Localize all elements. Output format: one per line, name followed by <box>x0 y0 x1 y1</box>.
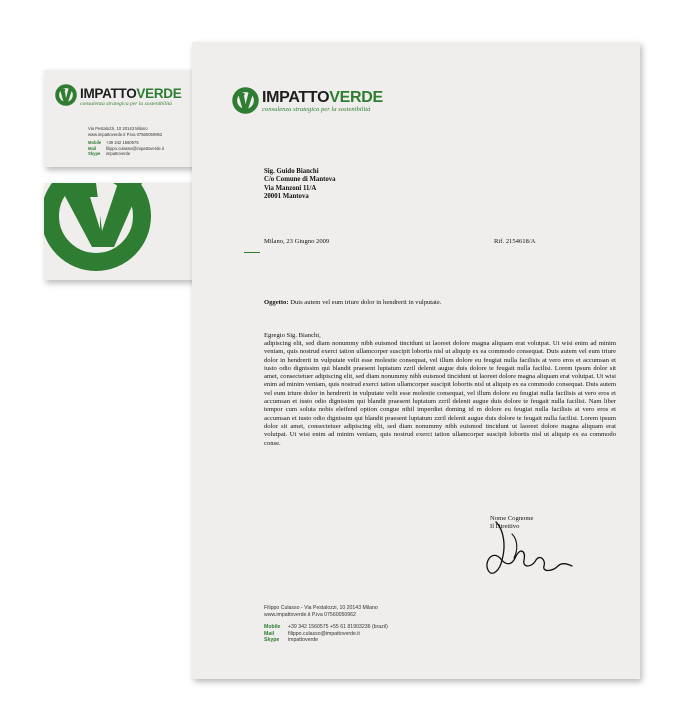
subject-label: Oggetto: <box>264 299 289 306</box>
card-skype-value: impattoverde <box>106 151 131 157</box>
footer-mail-label: Mail <box>264 630 275 637</box>
letter-greeting: Egregio Sig. Bianchi, <box>264 332 321 339</box>
brand-word-verde: VERDE <box>136 86 182 101</box>
letter-brand-tagline: consulenza strategica per la sostenibilità <box>262 106 371 113</box>
letterhead-page <box>192 42 640 679</box>
letter-brand-word-verde: VERDE <box>329 89 383 106</box>
letter-date: Milano, 23 Giugno 2009 <box>264 238 330 245</box>
recipient-line: C/o Comune di Mantova <box>264 176 336 184</box>
footer-web: www.impattoverde.it P.iva 07560050962 <box>264 611 356 618</box>
fold-mark <box>244 252 260 253</box>
letter-logo-v-icon <box>232 87 259 114</box>
letter-reference: Rif. 2154618/A <box>494 238 536 245</box>
footer-contact-block <box>264 605 388 644</box>
brand-tagline: consulenza strategica per la sostenibilità <box>80 100 172 107</box>
recipient-line: Via Manzoni 11/A <box>264 184 317 192</box>
footer-address: Filippo Culasso - Via Pestalozzi, 10 20143 Milano <box>264 605 378 611</box>
letter-subject <box>264 299 441 307</box>
footer-skype-label: Skype <box>264 637 280 644</box>
large-logo-v-icon <box>44 183 209 280</box>
letter-body: adipiscing elit, sed diam nonummy nibh euismod tincidunt ut laoreet dolore magna aliquam erat volutpat. Ut wisi enim ad minim veniam, quis nostrud exerci tation ullamcorper suscipit lobortis nisl ut aliquip ex ea commodo consequat. Duis autem vel eum iriure dolor in hendrerit in vulputate velit esse molestie consequat, vel illum dolore eu feugiat nulla facilisis at vero eros et accumsan et iusto odio dignissim qui blandit praesent luptatum zzril delenit augue duis dolore te feugait nulla facilisi. Lorem ipsum dolor sit amet, consectetuer adipiscing elit, sed diam nonummy nibh euismod tincidunt ut laoreet dolore magna aliquam erat volutpat. Ut wisi enim ad minim veniam, quis nostrud exerci tation ullamcorper suscipit lobortis nisl ut aliquip ex ea commodo consequat. Duis autem vel eum iriure dolor in hendrerit in vulputate velit esse molestie consequat, vel illum dolore eu feugiat nulla facilisis at vero eros et accumsan et iusto odio dignissim qui blandit praesent luptatum zzril delenit augue duis dolore te feugait nulla facilisi. Nam liber tempor cum soluta nobis eleifend option congue nihil imperdiet doming id m dolore eu feugiat nulla facilisis at vero eros et accumsan et iusto odio dignissim qui blandit praesent luptatum zzril delenit augue duis dolore te feugait nulla facilisi. Lorem ipsum dolor sit amet, consectetuer adipiscing elit, sed diam nonummy nibh euismod tincidunt ut laoreet dolore magna aliquam erat volutpat. Ut wisi enim ad minim veniam, quis nostrud exerci tation ullamcorper suscipit lobortis nisl ut aliquip ex ea commodo conse. <box>264 340 616 447</box>
business-card-back <box>44 183 209 280</box>
brand-logo <box>55 84 181 107</box>
card-contact-block <box>88 126 164 157</box>
recipient-line: 20001 Mantova <box>264 193 309 201</box>
subject-text: Duis autem vel eum iriure dolor in hendrerit in vulputate. <box>290 299 442 306</box>
business-card-front <box>44 70 209 167</box>
footer-mail-value: filippo.culasso@impattoverde.it <box>288 630 360 637</box>
signer-role: Il Direttivo <box>490 523 520 531</box>
card-mobile-label: Mobile <box>88 140 102 146</box>
footer-mobile-value: +39 342 1560575 +55 61 81903236 (brazil) <box>288 623 388 630</box>
card-address: Via Pestalozzi, 10 20143 Milano <box>88 126 148 131</box>
recipient-line: Sig. Guido Bianchi <box>264 168 319 175</box>
card-web: www.impattoverde.it P.iva 07560050962 <box>88 131 163 137</box>
recipient-address <box>264 168 336 202</box>
card-mobile-value: +39 342 1560575 <box>106 140 139 146</box>
logo-v-icon <box>55 84 77 106</box>
card-skype-label: Skype <box>88 151 101 157</box>
footer-mobile-label: Mobile <box>264 623 281 630</box>
handwritten-signature <box>482 520 574 582</box>
letter-brand-word-impatto: IMPATTO <box>262 89 330 106</box>
card-mail-value: filippo.culasso@impattoverde.it <box>106 145 165 151</box>
letter-brand-logo <box>232 87 383 114</box>
card-mail-label: Mail <box>88 145 97 151</box>
footer-skype-value: impattoverde <box>288 637 318 644</box>
signer-name: Nome Cognome <box>490 515 534 522</box>
brand-word-impatto: IMPATTO <box>80 86 137 101</box>
